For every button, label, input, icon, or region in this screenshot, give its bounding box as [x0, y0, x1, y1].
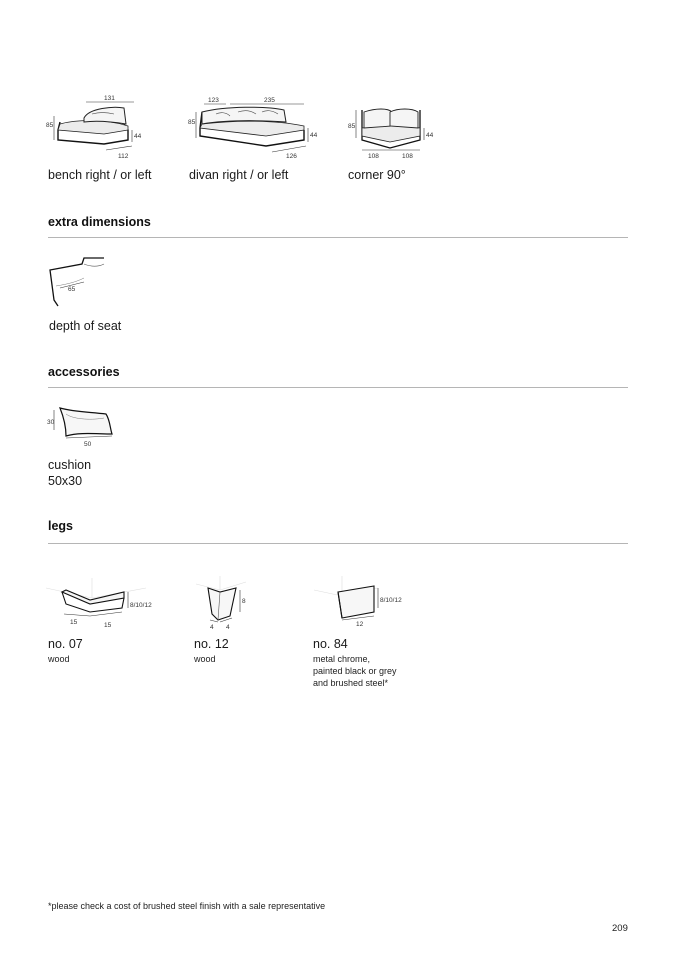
svg-text:65: 65: [68, 286, 76, 293]
leg-desc-line: and brushed steel*: [313, 678, 389, 688]
svg-text:4: 4: [210, 624, 214, 631]
svg-text:12: 12: [356, 621, 364, 628]
divan-drawing: [186, 94, 322, 160]
cushion-drawing: [44, 402, 118, 448]
divider: [48, 543, 628, 544]
module-label-divan: divan right / or left: [189, 168, 289, 182]
svg-text:44: 44: [310, 132, 318, 139]
extra-label-depth-of-seat: depth of seat: [49, 319, 122, 333]
leg-label-07: no. 07: [48, 637, 83, 651]
svg-text:8: 8: [242, 598, 246, 605]
accessory-size: 50x30: [48, 474, 83, 488]
svg-text:8/10/12: 8/10/12: [380, 597, 402, 604]
accessory-name: cushion: [48, 458, 92, 472]
module-label-bench: bench right / or left: [48, 168, 152, 182]
svg-text:126: 126: [286, 153, 297, 160]
svg-text:123: 123: [208, 97, 219, 104]
divider: [48, 237, 628, 238]
leg-desc-line: painted black or grey: [313, 666, 397, 676]
svg-text:4: 4: [226, 624, 230, 631]
svg-text:85: 85: [348, 123, 356, 130]
svg-text:112: 112: [118, 153, 129, 160]
svg-text:108: 108: [402, 153, 413, 160]
svg-text:131: 131: [104, 95, 115, 102]
leg-07-drawing: [46, 574, 158, 630]
leg-desc-84: [313, 653, 397, 689]
leg-label-12: no. 12: [194, 637, 229, 651]
accessory-label-cushion: [48, 457, 91, 489]
svg-text:50: 50: [84, 441, 92, 448]
svg-text:8/10/12: 8/10/12: [130, 602, 152, 609]
section-title-legs: legs: [48, 519, 74, 533]
leg-desc-line: wood: [194, 654, 216, 664]
bench-drawing: [44, 94, 140, 160]
corner-drawing: [346, 102, 436, 160]
svg-text:15: 15: [104, 622, 112, 629]
leg-desc-07: [48, 653, 70, 665]
leg-12-drawing: [196, 574, 256, 630]
svg-text:108: 108: [368, 153, 379, 160]
module-label-corner: corner 90°: [348, 168, 406, 182]
leg-desc-12: [194, 653, 216, 665]
depth-of-seat-drawing: [44, 254, 110, 312]
divider: [48, 387, 628, 388]
svg-text:44: 44: [426, 132, 434, 139]
page-number: 209: [612, 923, 628, 934]
svg-text:235: 235: [264, 97, 275, 104]
leg-desc-line: wood: [48, 654, 70, 664]
section-title-extra-dimensions: extra dimensions: [48, 215, 151, 229]
svg-text:30: 30: [47, 419, 55, 426]
svg-text:85: 85: [46, 122, 54, 129]
svg-text:15: 15: [70, 619, 78, 626]
svg-text:44: 44: [134, 133, 142, 140]
svg-text:85: 85: [188, 119, 196, 126]
leg-desc-line: metal chrome,: [313, 654, 371, 664]
leg-84-drawing: [312, 572, 408, 628]
footnote: *please check a cost of brushed steel finish with a sale representative: [48, 901, 326, 911]
section-title-accessories: accessories: [48, 365, 120, 379]
leg-label-84: no. 84: [313, 637, 348, 651]
